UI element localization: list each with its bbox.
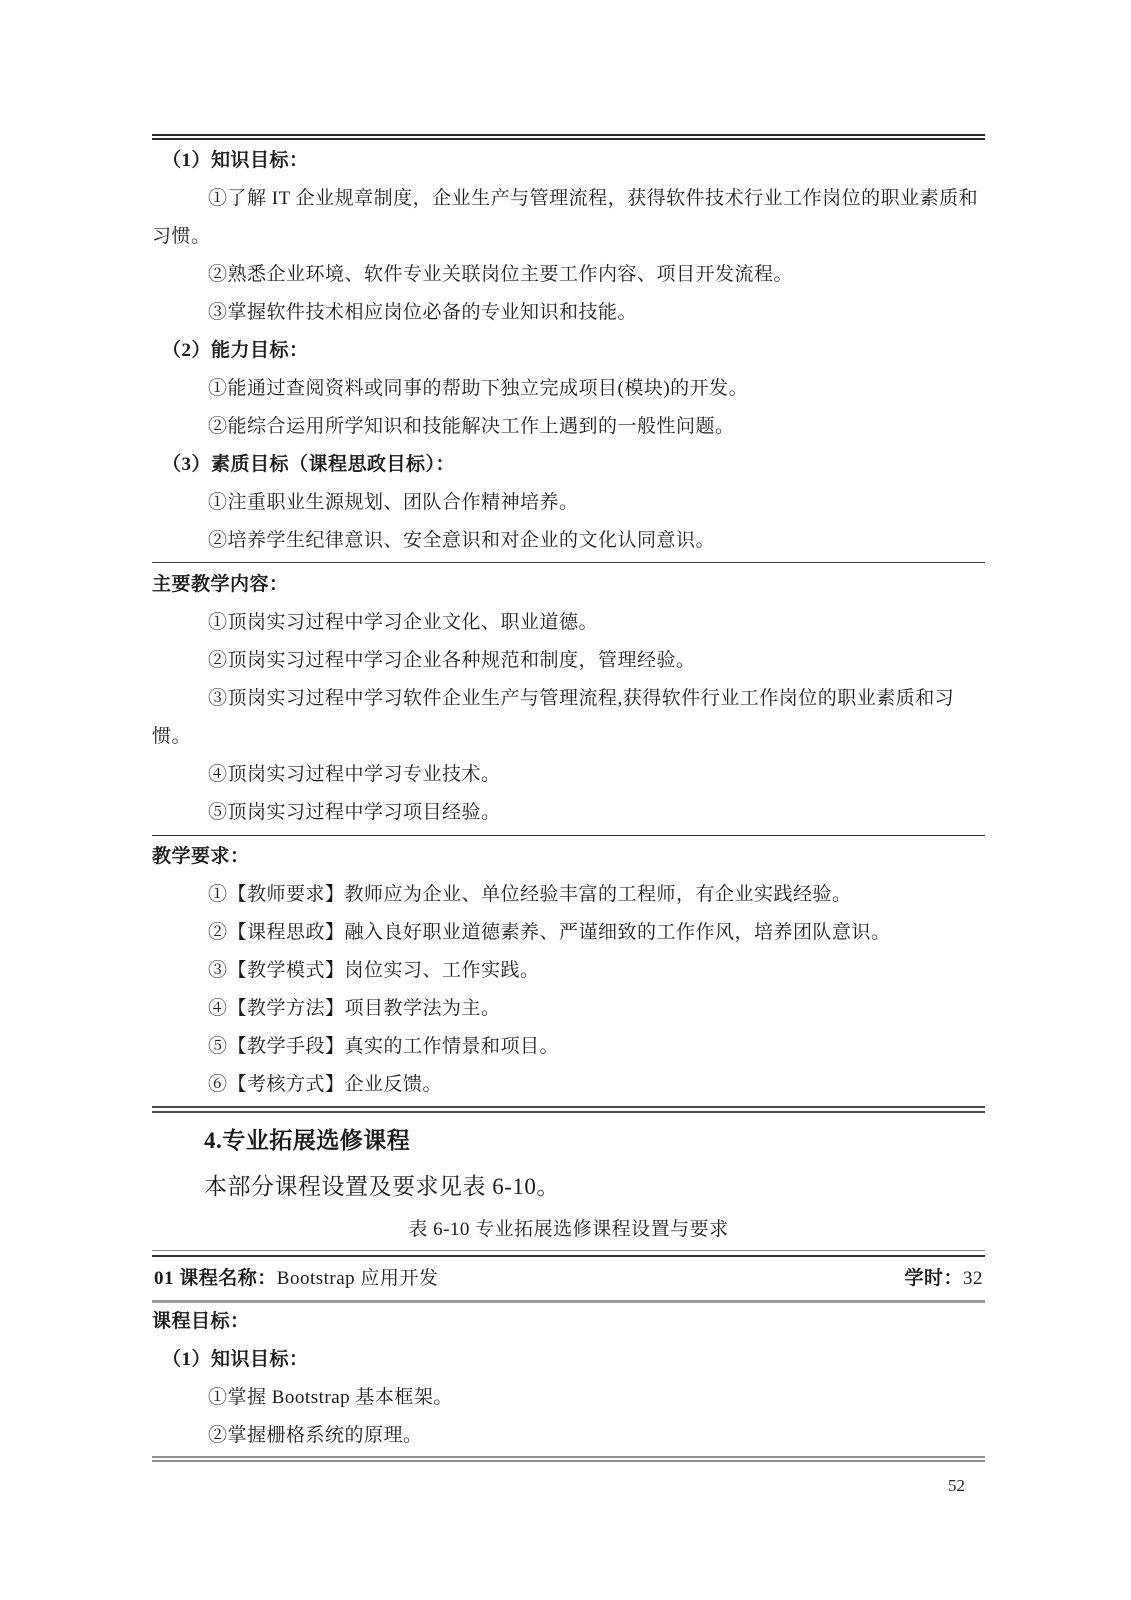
- ability-objective-item-2: ②能综合运用所学知识和技能解决工作上遇到的一般性问题。: [208, 416, 735, 437]
- course-name-value: Bootstrap 应用开发: [276, 1268, 439, 1289]
- teaching-content-item-4: ④顶岗实习过程中学习专业技术。: [208, 764, 501, 785]
- course-number-label: 01 课程名称：: [154, 1268, 277, 1289]
- section-course-objectives: [152, 140, 985, 562]
- section-course-goals: [152, 1303, 985, 1456]
- teaching-content-heading: 主要教学内容：: [152, 574, 289, 595]
- page-content: [152, 134, 985, 1462]
- elective-courses-intro: 本部分课程设置及要求见表 6-10。: [204, 1174, 560, 1199]
- course-knowledge-item-1: ①掌握 Bootstrap 基本框架。: [208, 1387, 453, 1408]
- ability-objectives-heading: （2）能力目标：: [162, 340, 309, 361]
- course-knowledge-item-2: ②掌握栅格系统的原理。: [208, 1425, 423, 1446]
- ability-objective-item-1: ①能通过查阅资料或同事的帮助下独立完成项目(模块)的开发。: [208, 378, 749, 399]
- page-number: 52: [948, 1476, 965, 1495]
- teaching-requirement-item-1: ①【教师要求】教师应为企业、单位经验丰富的工程师，有企业实践经验。: [208, 884, 852, 905]
- course-goals-heading: 课程目标：: [152, 1311, 250, 1332]
- elective-courses-heading: 4.专业拓展选修课程: [204, 1128, 411, 1153]
- teaching-requirement-item-3: ③【教学模式】岗位实习、工作实践。: [208, 960, 540, 981]
- course-hours-value: 32: [963, 1268, 983, 1289]
- course-hours-cell: [904, 1260, 983, 1298]
- teaching-content-item-2: ②顶岗实习过程中学习企业各种规范和制度，管理经验。: [208, 650, 696, 671]
- teaching-content-item-5: ⑤顶岗实习过程中学习项目经验。: [208, 802, 501, 823]
- section-teaching-requirements: [152, 836, 985, 1106]
- section-elective-courses: [152, 1113, 985, 1250]
- knowledge-objective-item-2: ②熟悉企业环境、软件专业关联岗位主要工作内容、项目开发流程。: [208, 264, 794, 285]
- page-bottom-double-rule: [152, 1456, 985, 1462]
- course-name-cell: [154, 1260, 438, 1298]
- table-6-10-caption: 表 6-10 专业拓展选修课程设置与要求: [408, 1219, 729, 1240]
- teaching-requirement-item-5: ⑤【教学手段】真实的工作情景和项目。: [208, 1036, 560, 1057]
- knowledge-objective-item-1: ①了解 IT 企业规章制度，企业生产与管理流程，获得软件技术行业工作岗位的职业素质和习惯。: [152, 188, 979, 247]
- teaching-requirement-item-2: ②【课程思政】融入良好职业道德素养、严谨细致的工作作风，培养团队意识。: [208, 922, 891, 943]
- table-top-rule: [152, 1250, 985, 1257]
- section-teaching-content: [152, 563, 985, 835]
- course-knowledge-objectives-heading: （1）知识目标：: [162, 1349, 309, 1370]
- teaching-requirement-item-4: ④【教学方法】项目教学法为主。: [208, 998, 501, 1019]
- knowledge-objective-item-3: ③掌握软件技术相应岗位必备的专业知识和技能。: [208, 302, 638, 323]
- course-hours-label: 学时：: [904, 1268, 963, 1289]
- knowledge-objectives-heading: （1）知识目标：: [162, 150, 309, 171]
- course-header-row: [152, 1257, 985, 1300]
- quality-objectives-heading: （3）素质目标（课程思政目标）：: [162, 454, 456, 475]
- quality-objective-item-1: ①注重职业生源规划、团队合作精神培养。: [208, 492, 579, 513]
- teaching-requirement-item-6: ⑥【考核方式】企业反馈。: [208, 1074, 443, 1095]
- quality-objective-item-2: ②培养学生纪律意识、安全意识和对企业的文化认同意识。: [208, 530, 716, 551]
- teaching-content-item-3: ③顶岗实习过程中学习软件企业生产与管理流程,获得软件行业工作岗位的职业素质和习惯。: [152, 688, 955, 747]
- section-end-double-rule: [152, 1106, 985, 1113]
- teaching-content-item-1: ①顶岗实习过程中学习企业文化、职业道德。: [208, 612, 599, 633]
- teaching-requirements-heading: 教学要求：: [152, 846, 250, 867]
